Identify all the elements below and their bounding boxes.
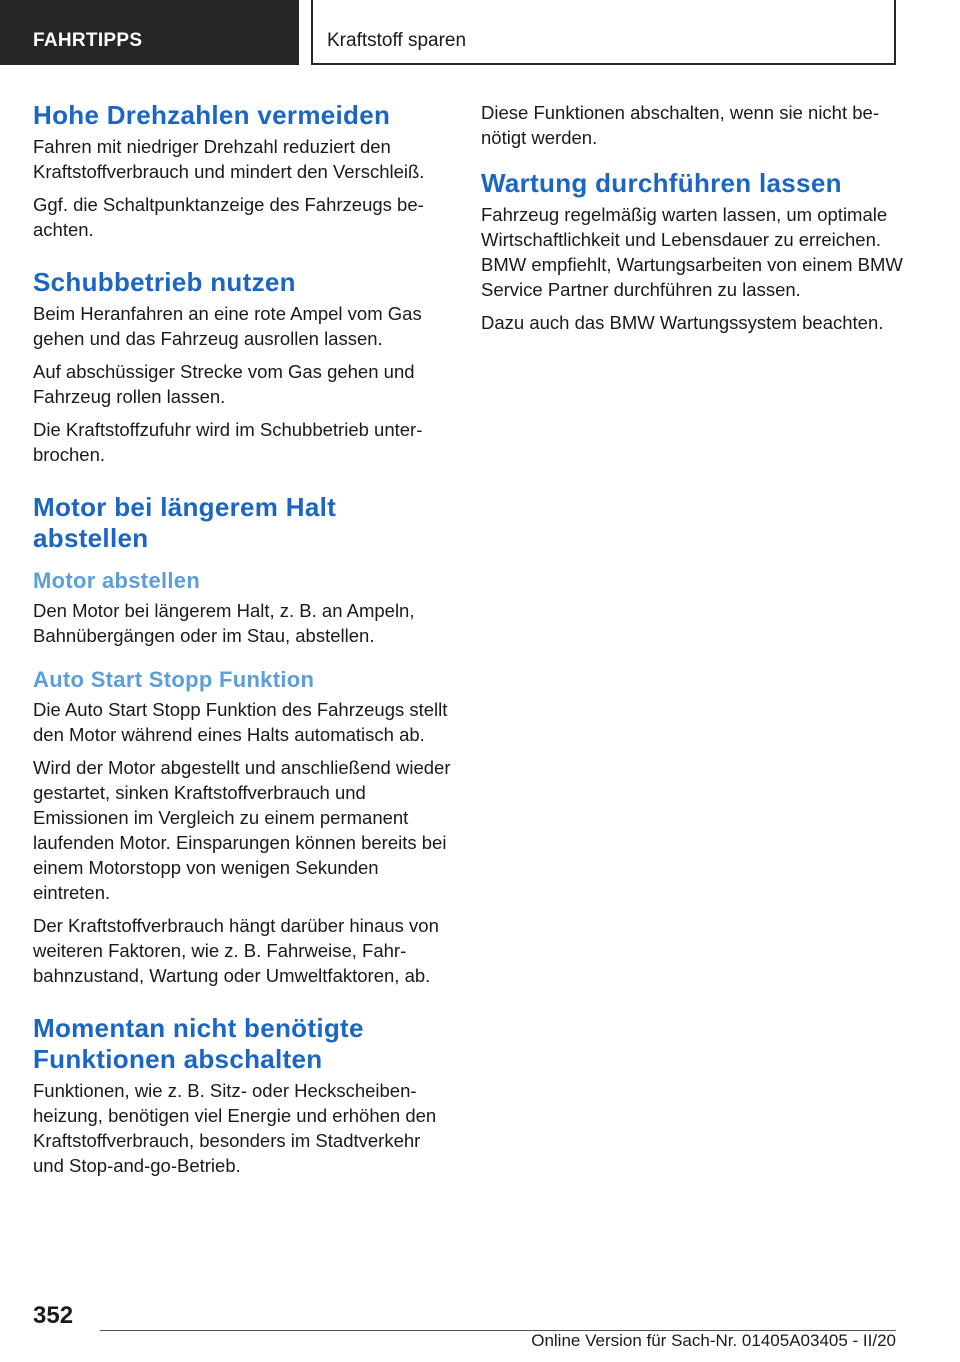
paragraph: Fahren mit niedriger Drehzahl reduziert den Kraftstoffverbrauch und mindert den Verschleiß. <box>33 136 425 182</box>
paragraph: Die Auto Start Stopp Funktion des Fahrzeugs stellt den Motor während eines Halts automatisch ab. <box>33 699 448 745</box>
left-column <box>33 100 453 1186</box>
heading-line-2: abstellen <box>33 523 149 553</box>
subheading-auto-start-stopp: Auto Start Stopp Funktion <box>33 667 315 692</box>
heading-hohe-drehzahlen: Hohe Drehzahlen vermeiden <box>33 100 391 130</box>
section-header <box>311 0 896 65</box>
paragraph: Beim Heranfahren an eine rote Ampel vom Gas gehen und das Fahrzeug ausrollen lassen. <box>33 303 422 349</box>
paragraph: Funktionen, wie z. B. Sitz- oder Heckscheibenheizung, benötigen viel Energie und erhöhen den Kraftstoffverbrauch, besonders im Stadtverkehr und Stop-and-go-Betrieb. <box>33 1080 437 1176</box>
heading-funktionen-abschalten <box>33 1013 453 1075</box>
paragraph: Der Kraftstoffverbrauch hängt darüber hinaus von weiteren Faktoren, wie z. B. Fahrweise, Fahrbahnzustand, Wartung oder Umweltfaktoren, ab. <box>33 915 439 986</box>
paragraph: Dazu auch das BMW Wartungssystem beachten. <box>481 312 884 333</box>
heading-line-2: Funktionen abschalten <box>33 1044 323 1074</box>
paragraph: Die Kraftstoffzufuhr wird im Schubbetrieb unterbrochen. <box>33 419 423 465</box>
chapter-title: FAHRTIPPS <box>33 30 143 51</box>
paragraph: Diese Funktionen abschalten, wenn sie nicht benötigt werden. <box>481 102 879 148</box>
paragraph: Fahrzeug regelmäßig warten lassen, um optimale Wirtschaftlichkeit und Lebensdauer zu erreichen. BMW empfiehlt, Wartungsarbeiten von einem BMW Service Partner durchführen zu lassen. <box>481 204 903 300</box>
heading-wartung: Wartung durchführen lassen <box>481 168 842 198</box>
paragraph: Auf abschüssiger Strecke vom Gas gehen und Fahrzeug rollen lassen. <box>33 361 415 407</box>
paragraph: Wird der Motor abgestellt und anschließend wieder gestartet, sinken Kraftstoffverbrauch und Emissionen im Vergleich zu einem permanent laufenden Motor. Einsparungen können bereits bei einem Motorstopp von wenigen Sekunden eintreten. <box>33 757 451 903</box>
right-column <box>481 100 906 343</box>
heading-line-1: Momentan nicht benötigte <box>33 1013 364 1043</box>
paragraph: Ggf. die Schaltpunktanzeige des Fahrzeugs beachten. <box>33 194 424 240</box>
footer-version-text: Online Version für Sach-Nr. 01405A03405 - II/20 <box>531 1331 896 1350</box>
section-title: Kraftstoff sparen <box>327 30 467 51</box>
heading-schubbetrieb: Schubbetrieb nutzen <box>33 267 296 297</box>
heading-line-1: Motor bei längerem Halt <box>33 492 337 522</box>
chapter-tab <box>0 0 299 65</box>
paragraph: Den Motor bei längerem Halt, z. B. an Ampeln, Bahnübergängen oder im Stau, abstellen. <box>33 600 415 646</box>
heading-motor-abstellen-halt <box>33 492 453 554</box>
page-number: 352 <box>33 1302 74 1329</box>
subheading-motor-abstellen: Motor abstellen <box>33 568 201 593</box>
